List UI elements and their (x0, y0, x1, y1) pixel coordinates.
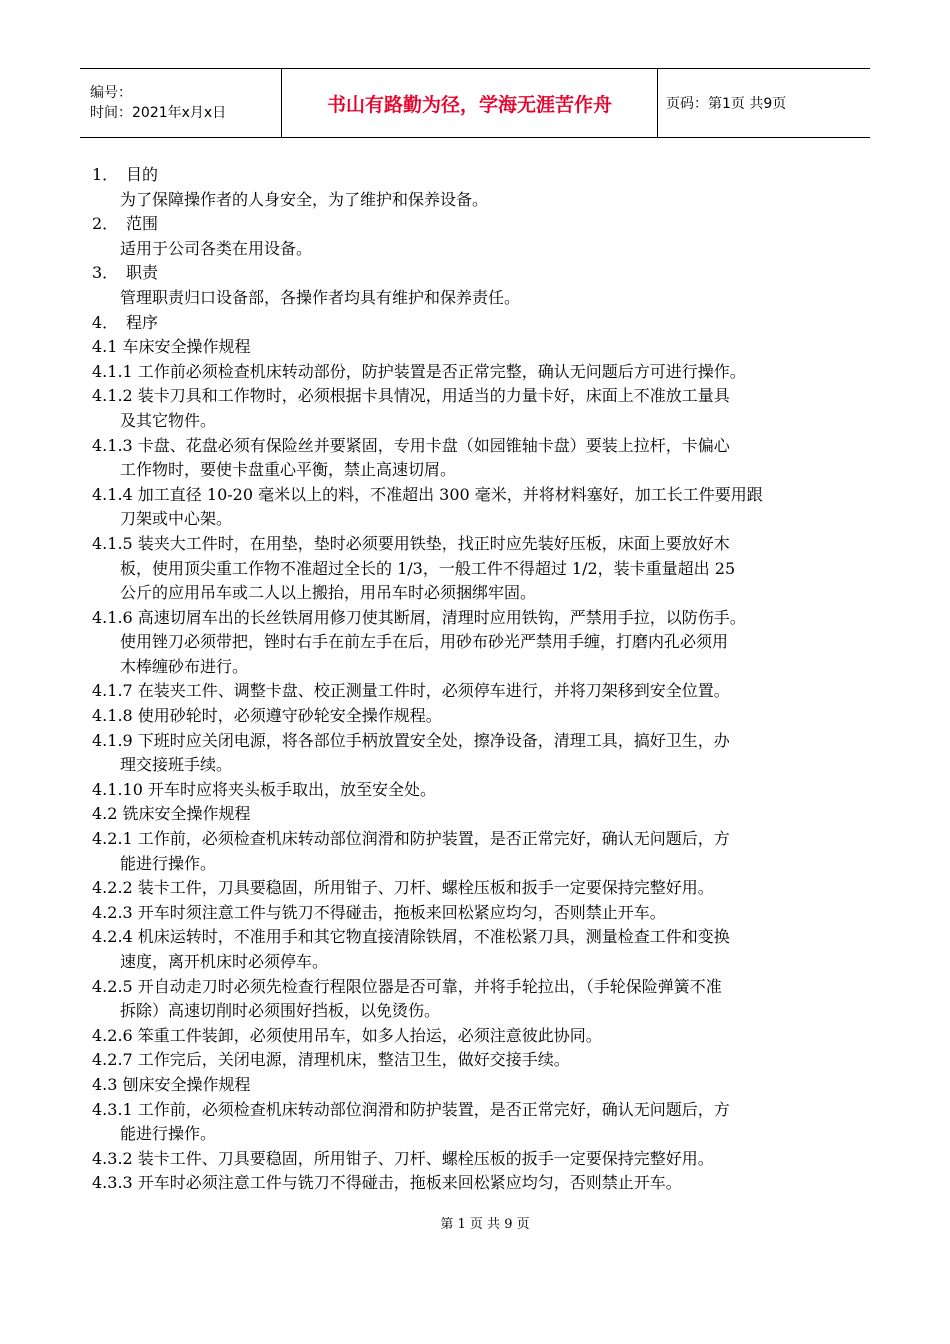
procedure-continuation-line: 能进行操作。 (120, 1124, 217, 1144)
procedure-line: 4.1.1 工作前必须检查机床转动部份，防护装置是否正常完整，确认无问题后方可进行操作。 (92, 361, 746, 381)
procedure-line: 4.2.7 工作完后，关闭电源，清理机床，整洁卫生，做好交接手续。 (92, 1050, 570, 1070)
procedure-line: 4.3.1 工作前，必须检查机床转动部位润滑和防护装置，是否正常完好，确认无问题后，方 (92, 1099, 730, 1119)
procedure-line: 4.1.5 装夹大工件时，在用垫，垫时必须要用铁垫，找正时应先装好压板，床面上要放好木 (92, 533, 730, 553)
header-page-number: 页码：第1页 共9页 (666, 96, 787, 112)
section-title: 职责 (126, 263, 159, 283)
section-title: 目的 (126, 165, 159, 184)
procedure-line: 4.2.3 开车时须注意工件与铣刀不得碰击，拖板来回松紧应均匀，否则禁止开车。 (92, 902, 666, 922)
procedure-line: 4.1.9 下班时应关闭电源，将各部位手柄放置安全处，擦净设备，清理工具，搞好卫生，办 (92, 730, 730, 750)
section-number: 1． (92, 165, 119, 184)
section-text: 为了保障操作者的人身安全，为了维护和保养设备。 (120, 189, 489, 209)
section-heading (92, 163, 882, 188)
procedure-continuation-line: 拆除）高速切削时必须围好挡板，以免烫伤。 (120, 1001, 441, 1021)
procedure-continuation-line: 木棒缠砂布进行。 (120, 656, 249, 676)
section-heading (92, 311, 882, 336)
procedure-line: 4.1.8 使用砂轮时，必须遵守砂轮安全操作规程。 (92, 706, 442, 726)
procedure-continuation-line: 速度，离开机床时必须停车。 (120, 952, 329, 971)
procedure-continuation-line: 刀架或中心架。 (120, 509, 233, 529)
procedure-line: 4.2 铣床安全操作规程 (92, 804, 251, 824)
procedure-line: 4.2.2 装卡工件，刀具要稳固，所用钳子、刀杆、螺栓压板和扳手一定要保持完整好用。 (92, 878, 714, 898)
procedure-continuation-line: 工作物时，要使卡盘重心平衡，禁止高速切屑。 (120, 460, 457, 480)
procedure-continuation-line: 板，使用顶尖重工作物不准超过全长的 1/3，一般工件不得超过 1/2，装卡重量超出 25 (120, 558, 736, 578)
header-motto: 书山有路勤为径，学海无涯苦作舟 (282, 69, 658, 137)
section-heading (92, 212, 882, 237)
section-number: 4． (92, 312, 119, 332)
procedure-list (92, 335, 882, 1196)
section-number: 2． (92, 214, 119, 234)
procedure-line: 4.2.5 开自动走刀时必须先检查行程限位器是否可靠，并将手轮拉出，（手轮保险弹簧不准 (92, 976, 722, 996)
procedure-line: 4.1.6 高速切屑车出的长丝铁屑用修刀使其断屑，清理时应用铁钩，严禁用手拉，以防伤手。 (92, 607, 746, 627)
section-title: 程序 (126, 312, 159, 332)
section-heading (92, 261, 882, 286)
header-meta (80, 69, 282, 137)
procedure-line: 4.1.3 卡盘、花盘必须有保险丝并要紧固，专用卡盘（如园锥轴卡盘）要装上拉杆，卡偏心 (92, 435, 730, 455)
procedure-line: 4.1.7 在装夹工件、调整卡盘、校正测量工件时，必须停车进行，并将刀架移到安全位置。 (92, 681, 730, 701)
document-header (80, 68, 870, 138)
procedure-line: 4.3.3 开车时必须注意工件与铣刀不得碰击，拖板来回松紧应均匀，否则禁止开车。 (92, 1173, 682, 1193)
procedure-line: 4.1.10 开车时应将夹头板手取出，放至安全处。 (92, 779, 436, 799)
procedure-line: 4.2.6 笨重工件装卸，必须使用吊车，如多人抬运，必须注意彼此协同。 (92, 1025, 602, 1045)
page-footer: 第 1 页 共 9 页 (440, 1217, 530, 1232)
document-number-label: 编号： (90, 85, 132, 101)
section-title: 范围 (126, 214, 159, 234)
procedure-line: 4.1.4 加工直径 10-20 毫米以上的料，不准超出 300 毫米，并将材料塞好，加工长工件要用跟 (92, 484, 763, 504)
section-number: 3． (92, 263, 119, 283)
procedure-continuation-line: 及其它物件。 (120, 410, 217, 430)
procedure-line: 4.2.4 机床运转时，不准用手和其它物直接清除铁屑，不准松紧刀具，测量检查工件和变换 (92, 927, 730, 947)
procedure-continuation-line: 使用锉刀必须带把，锉时右手在前左手在后，用砂布砂光严禁用手缠，打磨内孔必须用 (120, 632, 729, 652)
section-text: 适用于公司各类在用设备。 (120, 238, 313, 258)
procedure-line: 4.1 车床安全操作规程 (92, 337, 251, 357)
procedure-continuation-line: 理交接班手续。 (120, 755, 233, 775)
procedure-line: 4.1.2 装卡刀具和工作物时，必须根据卡具情况，用适当的力量卡好，床面上不准放工量具 (92, 386, 730, 406)
procedure-continuation-line: 公斤的应用吊车或二人以上搬抬，用吊车时必须捆绑牢固。 (120, 583, 537, 603)
procedure-line: 4.2.1 工作前，必须检查机床转动部位润滑和防护装置，是否正常完好，确认无问题后，方 (92, 829, 730, 849)
section-text: 管理职责归口设备部，各操作者均具有维护和保养责任。 (120, 287, 521, 307)
procedure-line: 4.3.2 装卡工件、刀具要稳固，所用钳子、刀杆、螺栓压板的扳手一定要保持完整好用。 (92, 1148, 714, 1168)
document-body (92, 163, 882, 1196)
document-date: 时间：2021年x月x日 (90, 105, 227, 121)
procedure-continuation-line: 能进行操作。 (120, 853, 217, 873)
procedure-line: 4.3 刨床安全操作规程 (92, 1074, 251, 1094)
